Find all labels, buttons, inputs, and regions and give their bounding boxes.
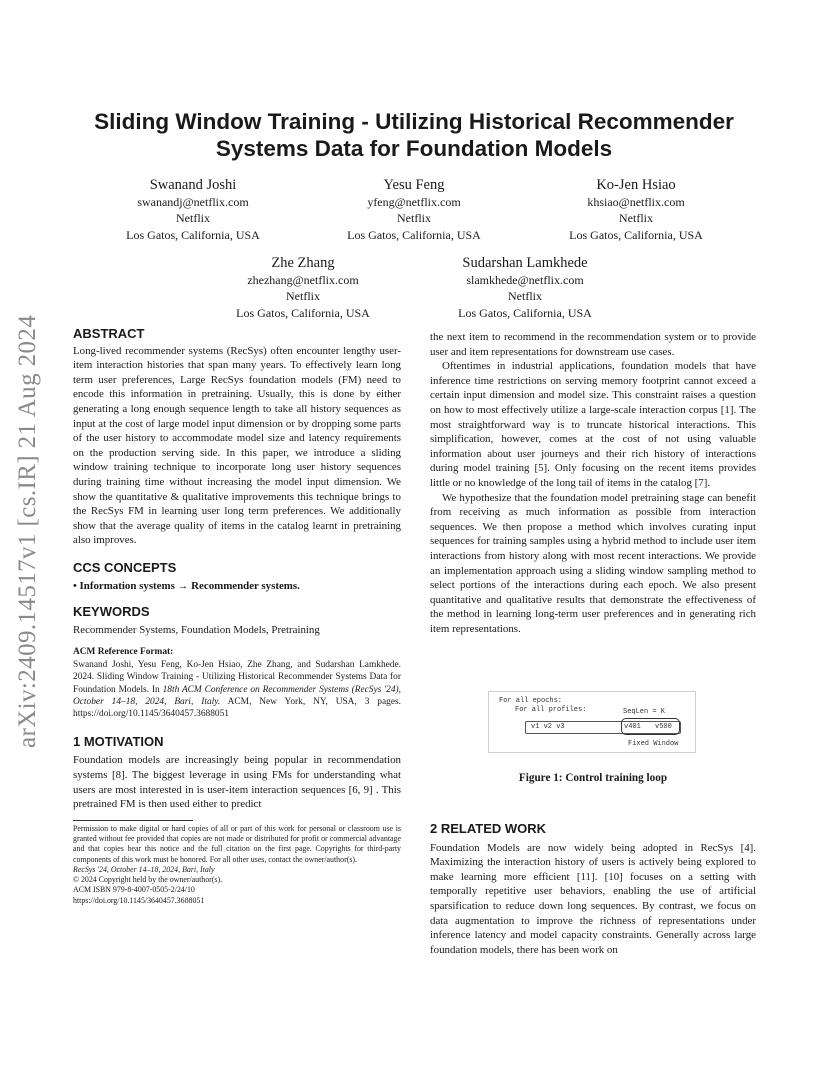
permission-notice: Permission to make digital or hard copies of all or part of this work for personal or classroom use is granted without fee provided that copies are not made or distributed for profit or commercial advantage and that copies bear this notice and the full citation on the first page. Copyrights for third-party components of this work must be honored. For all other uses, contact the owner/author(s). bbox=[73, 823, 401, 864]
author-email: khsiao@netflix.com bbox=[587, 195, 685, 209]
sequence-items: v1 v2 v3 bbox=[531, 723, 565, 731]
author-location: Los Gatos, California, USA bbox=[347, 227, 481, 242]
author-location: Los Gatos, California, USA bbox=[126, 227, 260, 242]
motivation-heading: 1 MOTIVATION bbox=[73, 733, 164, 749]
seqlen-label: SeqLen = K bbox=[623, 708, 666, 716]
window-start-item: v401 bbox=[624, 723, 641, 731]
author-org: Netflix bbox=[397, 211, 431, 226]
keywords-heading: KEYWORDS bbox=[73, 604, 150, 620]
author-org: Netflix bbox=[508, 289, 542, 304]
author-name: Swanand Joshi bbox=[149, 177, 237, 193]
related-work-text: Foundation Models are now widely being adopted in RecSys [4]. Maximizing the interaction history of users is actively being explored to make learning more efficient [11]. [10] focuses on a setting with temporally repetitive user behaviors, enabling the use of artificial sparsification to reduce down long sequences. By contrast, we focus on data augmentation to improve the richness of representations under inference latency and model capacity constraints. Generally across large foundation models, there has been work on bbox=[430, 841, 756, 956]
fixed-window-label: Fixed Window bbox=[628, 740, 679, 748]
abstract-text: Long-lived recommender systems (RecSys) often encounter lengthy user-item interaction histories that span many years. To effectively learn long term user preferences, Large RecSys foundation models (FM) need to encode this information in pretraining. Usually, this is done by either generating a long enough sequence length to take all history sequences as input at the cost of large model input dimension or by dropping some parts of the user history to accommodate model size and latency requirements on the production serving side. In this paper, we introduce a sliding window training technique to incorporate long user history sequences during training time without increasing the model input dimension. We show the quantitative & qualitative improvements this technique brings to the RecSys FM in learning user long term preferences. We additionally show that the average quality of items in the catalog learnt in pretraining also improves. bbox=[73, 344, 401, 547]
loop-line-profiles: For all profiles: bbox=[515, 706, 587, 714]
author-block bbox=[526, 176, 746, 243]
title-line-2: Systems Data for Foundation Models bbox=[215, 136, 613, 161]
arxiv-identifier: arXiv:2409.14517v1 [cs.IR] 21 Aug 2024 bbox=[14, 314, 41, 748]
paragraph: We hypothesize that the foundation model pretraining stage can benefit from receiving as much information as possible from interaction sequences. We then propose a method which involves curating input sequences for training samples using a hybrid method to include user item interactions from history along with most recent interactions. We provide an implementation approach using a sliding window sampling method to select portions of the interactions during each epoch. We also present quantitative and qualitative results that demonstrate the effectiveness of the method in learning long-term user preferences and in generating rich item representations. bbox=[430, 491, 756, 635]
author-location: Los Gatos, California, USA bbox=[236, 305, 370, 320]
keywords-text: Recommender Systems, Foundation Models, Pretraining bbox=[73, 623, 320, 636]
doi-line: https://doi.org/10.1145/3640457.3688051 bbox=[73, 895, 205, 905]
right-column-bottom bbox=[430, 822, 756, 957]
author-name: Sudarshan Lamkhede bbox=[462, 255, 588, 271]
acm-ref-authors: Swanand Joshi, Yesu Feng, Ko-Jen Hsiao, Zhe Zhang, and Sudarshan Lamkhede. 2024. Sliding Window Training - Utilizing Historical Recommender Systems Data for Foundation Models. In bbox=[73, 659, 401, 695]
acm-ref-text bbox=[73, 659, 401, 721]
author-block bbox=[193, 254, 413, 321]
author-location: Los Gatos, California, USA bbox=[569, 227, 703, 242]
acm-ref-publisher: ACM, New York, NY, USA, 3 pages. https://doi.org/10.1145/3640457.3688051 bbox=[73, 696, 401, 720]
footnote-divider bbox=[73, 820, 193, 821]
author-org: Netflix bbox=[176, 211, 210, 226]
window-end-item: v500 bbox=[655, 723, 672, 731]
author-org: Netflix bbox=[619, 211, 653, 226]
author-email: slamkhede@netflix.com bbox=[466, 273, 584, 287]
author-name: Zhe Zhang bbox=[271, 255, 335, 271]
acm-ref-venue: 18th ACM Conference on Recommender Systems (RecSys '24), October 14–18, 2024, Bari, Italy. bbox=[73, 684, 401, 707]
ccs-heading: CCS CONCEPTS bbox=[73, 559, 177, 575]
author-block bbox=[415, 254, 635, 321]
author-location: Los Gatos, California, USA bbox=[458, 305, 592, 320]
right-column-top bbox=[430, 330, 756, 636]
paragraph: the next item to recommend in the recommendation system or to provide user and item representations for downstream use cases. bbox=[430, 331, 756, 358]
author-name: Ko-Jen Hsiao bbox=[596, 177, 676, 193]
isbn-line: ACM ISBN 979-8-4007-0505-2/24/10 bbox=[73, 885, 195, 895]
motivation-text: Foundation models are increasingly being popular in recommendation systems [8]. The biggest leverage in using FMs for understanding what users are most interested in is user-item interaction sequences [6, 9] . This pretrained FM is then used either to predict bbox=[73, 754, 401, 811]
paragraph: Oftentimes in industrial applications, foundation models that have inference time restrictions on serving memory footprint cannot exceed a certain input dimension and model size. This constraint raises a question on how to most effectively utilize a large-scale interaction corpus [1]. The most straightforward way is to truncate historical interactions. This simplification, however, comes at the cost of not using valuable information about user journeys and their rich history of interactions during model training [5]. Only focusing on the recent items provides little or no knowledge of the long tail of items in the catalog [7]. bbox=[430, 360, 756, 489]
author-email: zhezhang@netflix.com bbox=[247, 273, 359, 287]
author-org: Netflix bbox=[286, 289, 320, 304]
copyright-line: © 2024 Copyright held by the owner/author(s). bbox=[73, 875, 223, 885]
acm-ref-heading: ACM Reference Format: bbox=[73, 647, 174, 658]
author-email: yfeng@netflix.com bbox=[367, 195, 461, 209]
related-work-heading: 2 RELATED WORK bbox=[430, 821, 547, 836]
abstract-heading: ABSTRACT bbox=[73, 326, 145, 341]
author-block bbox=[83, 176, 303, 243]
conference-line: RecSys '24, October 14–18, 2024, Bari, Italy bbox=[73, 864, 215, 874]
author-block bbox=[304, 176, 524, 243]
loop-line-epochs: For all epochs: bbox=[499, 697, 563, 705]
paper-title bbox=[60, 108, 768, 162]
title-line-1: Sliding Window Training - Utilizing Historical Recommender bbox=[94, 109, 734, 134]
figure-caption: Figure 1: Control training loop bbox=[518, 772, 668, 784]
author-name: Yesu Feng bbox=[383, 177, 445, 193]
author-email: swanandj@netflix.com bbox=[137, 195, 249, 209]
copyright-footnote bbox=[73, 824, 401, 906]
ccs-text: • Information systems → Recommender systems. bbox=[73, 579, 300, 592]
left-column bbox=[73, 327, 401, 906]
figure-training-loop bbox=[488, 691, 696, 753]
